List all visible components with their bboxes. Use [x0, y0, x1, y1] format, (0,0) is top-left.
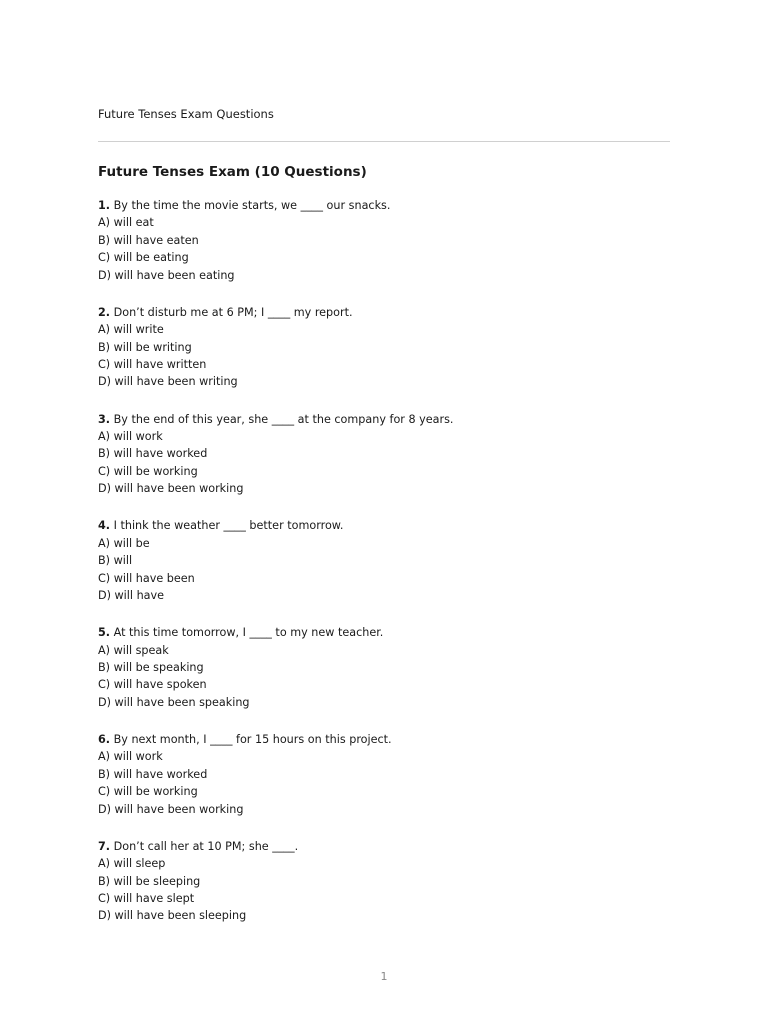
question-prompt [98, 517, 670, 534]
option-a: A) will work [98, 430, 163, 443]
question-number: 2. [98, 305, 111, 319]
option-b: B) will have worked [98, 447, 208, 461]
option-c: C) will have slept [98, 892, 195, 905]
option-a: A) will sleep [98, 857, 166, 871]
question-number: 5. [98, 626, 111, 640]
question-text: At this time tomorrow, I ____ to my new teacher. [113, 626, 384, 640]
question-prompt [98, 304, 670, 321]
option-a: A) will write [98, 323, 164, 337]
option-c: C) will be eating [98, 251, 189, 265]
question-number: 4. [98, 519, 111, 533]
option-d: D) will have been eating [98, 268, 235, 282]
option-b: B) will be writing [98, 340, 192, 354]
option-a: A) will work [98, 750, 163, 764]
question-number: 1. [98, 199, 111, 212]
option-c: C) will be working [98, 464, 198, 478]
page-number: 1 [380, 970, 388, 983]
question-7 [98, 838, 670, 945]
question-list [98, 197, 670, 945]
option-d: D) will have been working [98, 802, 244, 816]
question-4 [98, 517, 670, 624]
document-header: Future Tenses Exam Questions [98, 107, 274, 121]
option-d: D) will have been writing [98, 375, 238, 389]
question-number: 6. [98, 732, 111, 746]
option-c: C) will have been [98, 571, 195, 585]
question-text: I think the weather ____ better tomorrow. [113, 519, 344, 533]
option-d: D) will have been speaking [98, 695, 250, 709]
option-c: C) will have spoken [98, 678, 207, 692]
question-prompt [98, 197, 670, 214]
option-b: B) will be speaking [98, 661, 204, 674]
question-prompt [98, 624, 670, 641]
question-text: By the end of this year, she ____ at the company for 8 years. [113, 412, 454, 426]
question-number: 7. [98, 839, 111, 853]
option-d: D) will have [98, 589, 165, 603]
question-number: 3. [98, 412, 111, 426]
option-d: D) will have been working [98, 482, 244, 496]
question-text: By next month, I ____ for 15 hours on this project. [113, 732, 392, 746]
question-prompt [98, 838, 670, 855]
option-b: B) will be sleeping [98, 874, 201, 888]
option-c: C) will be working [98, 785, 198, 799]
option-a: A) will eat [98, 216, 154, 230]
exam-title: Future Tenses Exam (10 Questions) [98, 164, 367, 180]
question-1 [98, 197, 670, 304]
question-5 [98, 624, 670, 731]
question-text: By the time the movie starts, we ____ our snacks. [113, 199, 391, 212]
question-text: Don’t call her at 10 PM; she ____. [113, 839, 299, 853]
question-2 [98, 304, 670, 411]
question-prompt [98, 731, 670, 748]
option-b: B) will have eaten [98, 233, 199, 247]
question-prompt [98, 411, 670, 428]
option-b: B) will [98, 554, 133, 568]
option-d: D) will have been sleeping [98, 909, 247, 923]
option-a: A) will speak [98, 643, 169, 657]
question-text: Don’t disturb me at 6 PM; I ____ my report. [113, 305, 353, 319]
question-3 [98, 411, 670, 518]
option-b: B) will have worked [98, 767, 208, 781]
header-divider [98, 141, 670, 142]
option-c: C) will have written [98, 358, 207, 372]
question-6 [98, 731, 670, 838]
option-a: A) will be [98, 536, 150, 550]
